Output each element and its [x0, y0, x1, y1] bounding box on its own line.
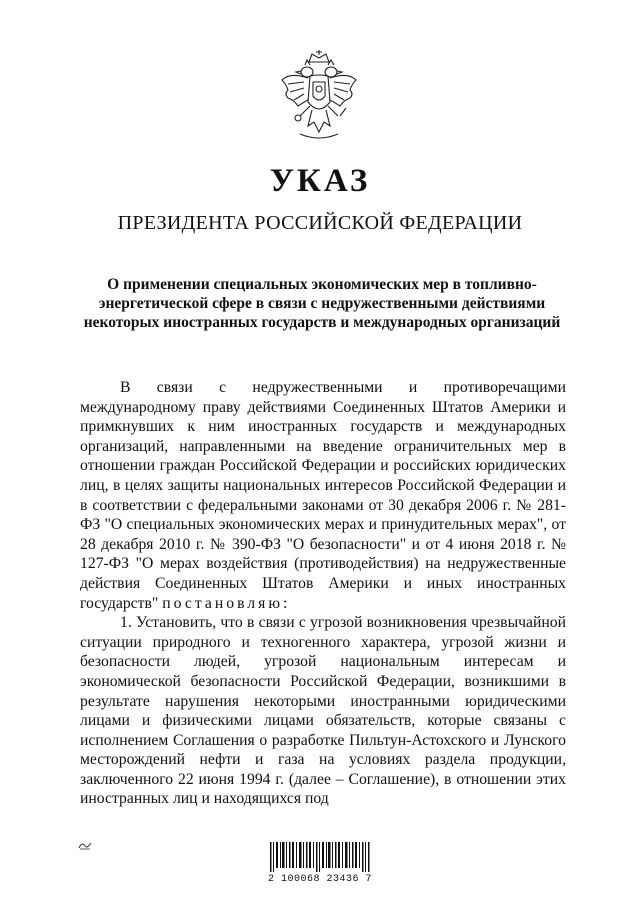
item-1-paragraph: 1. Установить, что в связи с угрозой возникновения чрезвычайной ситуации природного и техногенного характера, угрозой жизни и безопасности людей, угрозой национальным интересам и экономической безопасности Российской Федерации, возникшими в результате нарушения некоторыми иностранными юридическими лицами и физическими лицами обязательств, которые связаны с исполнением Соглашения о разработке Пильтун-Астохского и Лунского месторождений нефти и газа на условиях раздела продукции, заключенного 22 июня 1994 г. (далее – Соглашение), в отношении этих иностранных лиц и находящихся под — [80, 614, 566, 808]
decree-body — [80, 378, 566, 809]
preamble-paragraph — [80, 378, 566, 613]
decree-heading: О применении специальных экономических мер в топливно-энергетической сфере в связи с недружественными действиями некоторых иностранных государств и международных организаций — [83, 276, 561, 331]
russian-coat-of-arms-icon — [276, 50, 362, 142]
signature-mark-icon — [78, 840, 92, 850]
preamble-text: В связи с недружественными и противоречащими международному праву действиями Соединенных Штатов Америки и примкнувших к ним иностранных государств и международных организаций, направленными на введение ограничительных мер в отношении граждан Российской Федерации и российских юридических лиц, в целях защиты национальных интересов Российской Федерации и в соответствии с федеральными законами от 30 декабря 2006 г. № 281-ФЗ "О специальных экономических мерах и принудительных мерах", от 28 декабря 2010 г. № 390-ФЗ "О безопасности" и от 4 июня 2018 г. № 127-ФЗ "О мерах воздействия (противодействия) на недружественные действия Соединенных Штатов Америки и иных иностранных государств" — [80, 379, 566, 612]
document-subtitle: ПРЕЗИДЕНТА РОССИЙСКОЙ ФЕДЕРАЦИИ — [117, 212, 523, 234]
document-title: УКАЗ — [269, 163, 371, 199]
decree-word: постановляю: — [162, 594, 291, 612]
barcode-number: 2 100068 23436 7 — [267, 874, 372, 885]
barcode-icon — [270, 842, 370, 872]
